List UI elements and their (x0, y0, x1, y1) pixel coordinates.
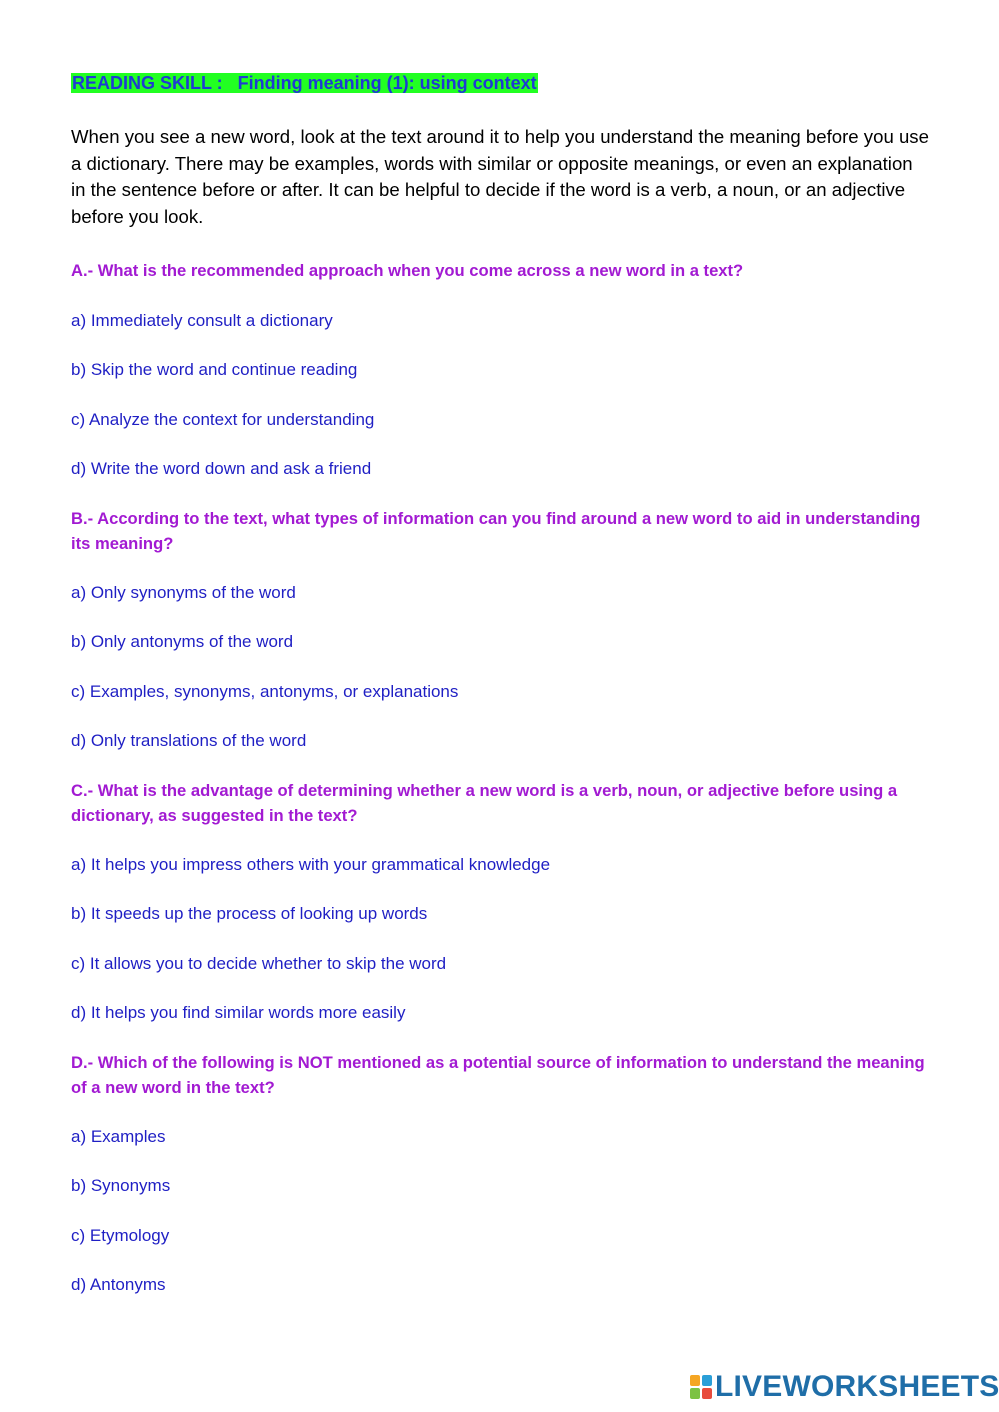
logo-square-2 (702, 1375, 712, 1386)
liveworksheets-logo[interactable] (690, 1370, 999, 1404)
intro-paragraph: When you see a new word, look at the text around it to help you understand the meaning before you use a dictionary. There may be examples, words with similar or opposite meanings, or even an explanation in the sentence before or after. It can be helpful to decide if the word is a verb, a noun, or an adjective before you look. (71, 126, 929, 227)
logo-square-3 (690, 1388, 700, 1399)
worksheet-title: READING SKILL : Finding meaning (1): using context (72, 73, 537, 93)
option-d-b[interactable]: b) Synonyms (71, 1176, 171, 1195)
title-line (71, 71, 538, 95)
option-b-d[interactable]: d) Only translations of the word (71, 731, 307, 750)
liveworksheets-icon (690, 1375, 712, 1399)
option-c-a[interactable]: a) It helps you impress others with your grammatical knowledge (71, 855, 551, 874)
logo-text: LIVEWORKSHEETS (715, 1370, 999, 1403)
logo-square-1 (690, 1375, 700, 1386)
option-a-b[interactable]: b) Skip the word and continue reading (71, 360, 358, 379)
option-c-b[interactable]: b) It speeds up the process of looking up words (71, 904, 428, 923)
option-d-a[interactable]: a) Examples (71, 1127, 166, 1146)
question-b: B.- According to the text, what types of information can you find around a new word to aid in understanding its meaning? (71, 509, 921, 553)
logo-square-4 (702, 1388, 712, 1399)
question-a: A.- What is the recommended approach when you come across a new word in a text? (71, 261, 744, 280)
option-a-c[interactable]: c) Analyze the context for understanding (71, 410, 375, 429)
option-c-d[interactable]: d) It helps you find similar words more easily (71, 1003, 406, 1022)
question-d: D.- Which of the following is NOT mentioned as a potential source of information to understand the meaning of a new word in the text? (71, 1053, 925, 1097)
option-b-a[interactable]: a) Only synonyms of the word (71, 583, 296, 602)
option-b-b[interactable]: b) Only antonyms of the word (71, 632, 294, 651)
option-d-c[interactable]: c) Etymology (71, 1226, 170, 1245)
option-a-a[interactable]: a) Immediately consult a dictionary (71, 311, 333, 330)
question-c: C.- What is the advantage of determining whether a new word is a verb, noun, or adjective before using a dictionary, as suggested in the text? (71, 781, 898, 825)
option-d-d[interactable]: d) Antonyms (71, 1275, 166, 1294)
option-b-c[interactable]: c) Examples, synonyms, antonyms, or explanations (71, 682, 459, 701)
option-c-c[interactable]: c) It allows you to decide whether to skip the word (71, 954, 447, 973)
option-a-d[interactable]: d) Write the word down and ask a friend (71, 459, 372, 478)
